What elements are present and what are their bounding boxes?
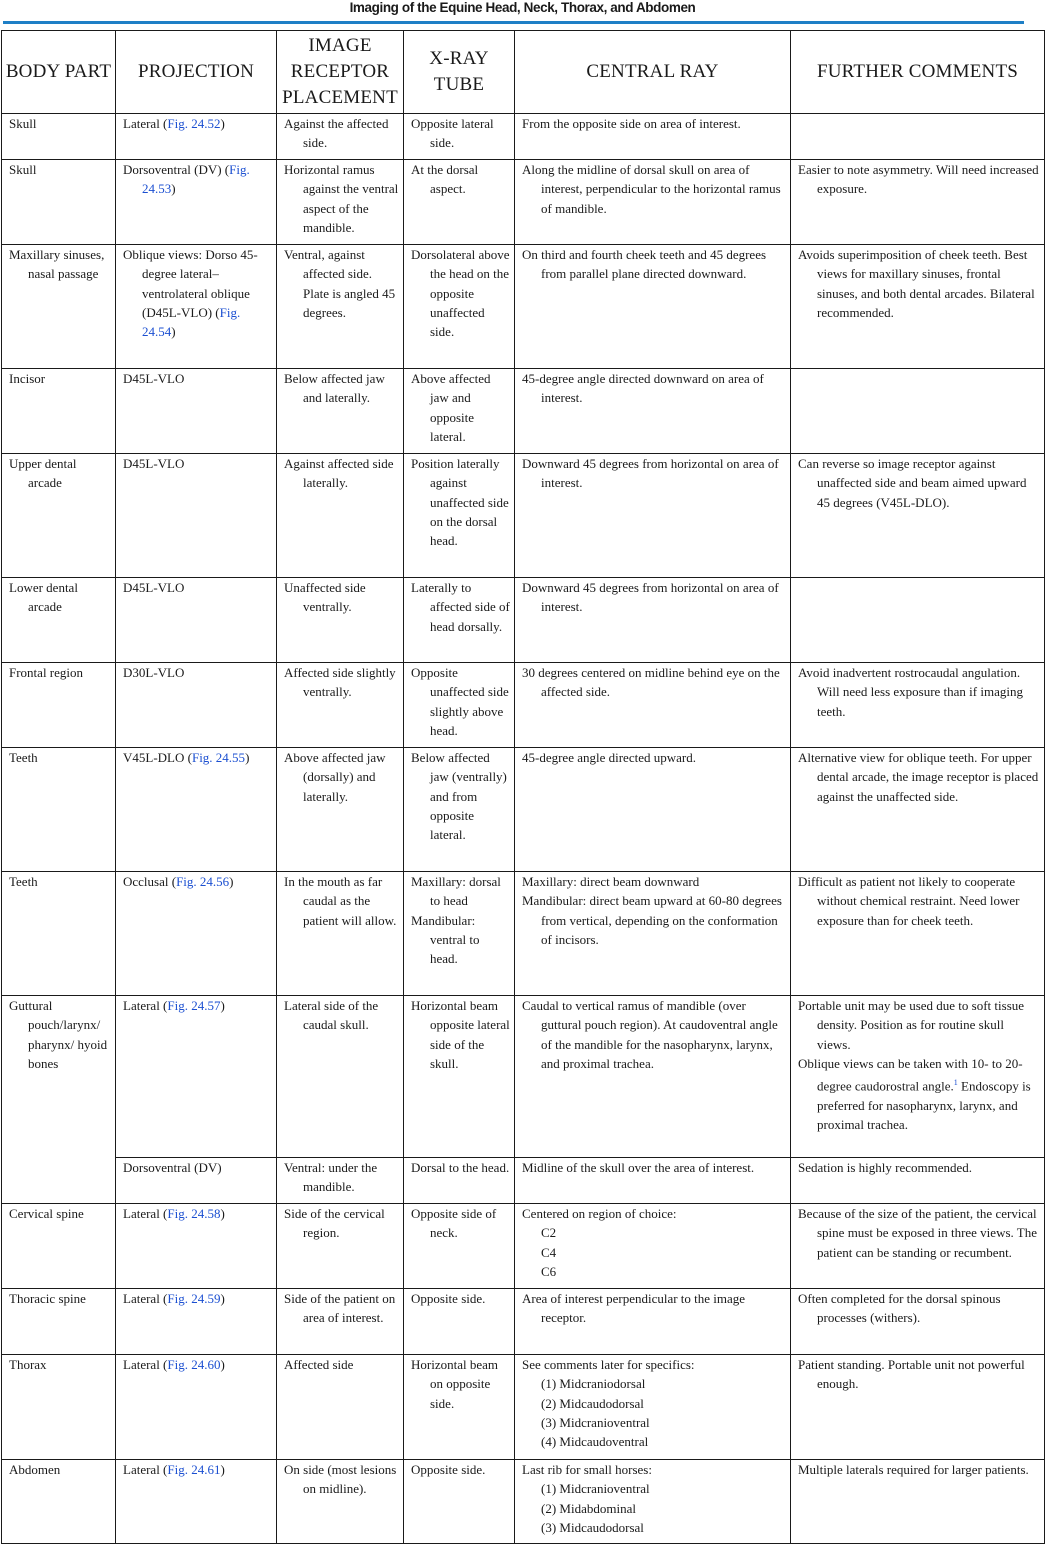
col-header-projection: PROJECTION	[116, 31, 277, 114]
cell-projection: Lateral (Fig. 24.57)	[123, 998, 225, 1013]
cell-tube: Dorsal to the head.	[411, 1160, 510, 1175]
cell-central-ray	[515, 1460, 791, 1544]
cell-projection: Lateral (Fig. 24.60)	[123, 1357, 225, 1372]
ray-item: (3) Midcaudodorsal	[541, 1519, 644, 1535]
cell-body-part: Upper dental arcade	[9, 456, 77, 491]
table-row	[2, 114, 1045, 160]
cell-central-ray: On third and fourth cheek teeth and 45 degrees from parallel plane directed downward.	[522, 247, 767, 282]
cell-receptor: Ventral: under the mandible.	[284, 1160, 378, 1195]
cell-tube: Opposite lateral side.	[411, 116, 494, 151]
ray-item: (2) Midcaudodorsal	[541, 1395, 644, 1411]
table-row	[2, 872, 1045, 996]
cell-projection: D45L-VLO	[123, 456, 185, 471]
comment-para: Portable unit may be used due to soft tissue density. Position as for routine skull views.	[798, 998, 1025, 1052]
table-row	[2, 1289, 1045, 1355]
cell-receptor: Above affected jaw (dorsally) and laterally.	[284, 750, 386, 804]
cell-tube: Opposite side of neck.	[411, 1206, 497, 1241]
cell-central-ray	[515, 1204, 791, 1289]
cell-receptor: Lateral side of the caudal skull.	[284, 998, 379, 1033]
cell-projection: Lateral (Fig. 24.61)	[123, 1462, 225, 1477]
cell-receptor: Side of the cervical region.	[284, 1206, 385, 1241]
cell-projection: Occlusal (Fig. 24.56)	[123, 874, 234, 889]
cell-body-part: Thorax	[9, 1357, 47, 1372]
cell-projection: D30L-VLO	[123, 665, 185, 680]
col-header-receptor: IMAGE RECEPTOR PLACEMENT	[277, 31, 404, 114]
table-row	[2, 1204, 1045, 1289]
cell-comments: Often completed for the dorsal spinous processes (withers).	[798, 1291, 1001, 1326]
cell-central-ray: Caudal to vertical ramus of mandible (over guttural pouch region). At caudoventral angle of the mandible for the nasopharynx, larynx, and proximal trachea.	[522, 998, 778, 1071]
figure-link[interactable]: Fig. 24.56	[176, 874, 230, 889]
cell-central-ray: Downward 45 degrees from horizontal on area of interest.	[522, 456, 779, 491]
ray-line: Centered on region of choice:	[522, 1206, 677, 1221]
cell-tube: Horizontal beam opposite lateral side of the skull.	[411, 998, 510, 1071]
figure-link[interactable]: Fig. 24.60	[167, 1357, 221, 1372]
cell-comments: Easier to note asymmetry. Will need increased exposure.	[798, 162, 1039, 197]
table-row	[2, 160, 1045, 245]
cell-comments: Avoid inadvertent rostrocaudal angulation. Will need less exposure than if imaging teeth.	[798, 665, 1023, 719]
cell-receptor: In the mouth as far caudal as the patient will allow.	[284, 874, 397, 928]
cell-tube: Horizontal beam on opposite side.	[411, 1357, 498, 1411]
table-row	[2, 1355, 1045, 1460]
cell-body-part: Incisor	[9, 371, 46, 386]
figure-link[interactable]: Fig. 24.54	[142, 304, 241, 340]
table-row	[2, 454, 1045, 578]
cell-body-part: Teeth	[9, 750, 38, 765]
cell-receptor: On side (most lesions on midline).	[284, 1462, 397, 1497]
footnote-ref[interactable]: 1	[953, 1078, 958, 1088]
tube-line: Mandibular: ventral to head.	[411, 912, 480, 967]
figure-link[interactable]: Fig. 24.58	[167, 1206, 221, 1221]
cell-projection: Lateral (Fig. 24.52)	[123, 116, 225, 131]
cell-central-ray	[515, 872, 791, 996]
cell-body-part: Maxillary sinuses, nasal passage	[9, 247, 105, 282]
cell-receptor: Below affected jaw and laterally.	[284, 371, 385, 406]
cell-projection: Oblique views: Dorso 45-degree lateral–ventrolateral oblique (D45L-VLO) (Fig. 24.54)	[123, 247, 258, 340]
ray-item: (1) Midcraniodorsal	[541, 1376, 646, 1392]
figure-link[interactable]: Fig. 24.53	[142, 162, 250, 197]
cell-tube: Opposite unaffected side slightly above head.	[411, 665, 509, 738]
comment-para: Oblique views can be taken with 10- to 20-degree caudorostral angle.$^1$ Endoscopy is preferred for nasopharynx, larynx, and proximal trachea.	[798, 1055, 1031, 1133]
ray-list	[515, 1479, 790, 1537]
cell-tube: At the dorsal aspect.	[411, 162, 479, 197]
ray-line: Last rib for small horses:	[522, 1462, 652, 1477]
cell-central-ray: 45-degree angle directed downward on area of interest.	[522, 371, 764, 406]
cell-tube: Opposite side.	[411, 1462, 486, 1477]
col-header-tube: X-RAY TUBE	[404, 31, 515, 114]
cell-receptor: Horizontal ramus against the ventral aspect of the mandible.	[284, 162, 399, 235]
header-rule	[3, 21, 1024, 24]
figure-link[interactable]: Fig. 24.57	[167, 998, 221, 1013]
ray-list	[515, 1374, 790, 1451]
cell-tube	[404, 872, 515, 996]
ray-item: C4	[541, 1244, 557, 1260]
ray-list	[515, 1223, 790, 1281]
ray-item: (4) Midcaudoventral	[541, 1434, 649, 1450]
col-header-central-ray: CENTRAL RAY	[515, 31, 791, 114]
figure-link[interactable]: Fig. 24.55	[191, 750, 246, 765]
cell-central-ray: Midline of the skull over the area of interest.	[522, 1160, 755, 1175]
cell-body-part: Frontal region	[9, 665, 84, 680]
cell-comments: Difficult as patient not likely to cooperate without chemical restraint. Need lower exposure than for cheek teeth.	[798, 874, 1020, 928]
cell-comments: Patient standing. Portable unit not powerful enough.	[798, 1357, 1025, 1392]
cell-central-ray: Area of interest perpendicular to the image receptor.	[522, 1291, 746, 1326]
cell-receptor: Against affected side laterally.	[284, 456, 394, 491]
table-row	[2, 1460, 1045, 1544]
cell-receptor: Against the affected side.	[284, 116, 389, 151]
table-header-row	[2, 31, 1045, 114]
cell-comments: Alternative view for oblique teeth. For upper dental arcade, the image receptor is placed against the unaffected side.	[798, 750, 1039, 804]
ray-item: C6	[541, 1263, 557, 1279]
cell-central-ray: 45-degree angle directed upward.	[522, 750, 696, 765]
cell-comments: Avoids superimposition of cheek teeth. Best views for maxillary sinuses, frontal sinuses, and both dental arcades. Bilateral recommended.	[798, 247, 1035, 320]
cell-central-ray: 30 degrees centered on midline behind eye on the affected side.	[522, 665, 780, 700]
cell-comments: Because of the size of the patient, the cervical spine must be exposed in three views. The patient can be standing or recumbent.	[798, 1206, 1037, 1260]
ray-item: (2) Midabdominal	[541, 1500, 636, 1516]
cell-body-part: Skull	[9, 116, 37, 131]
radiography-table	[1, 30, 1045, 1544]
cell-comments: Multiple laterals required for larger patients.	[798, 1462, 1029, 1477]
cell-comments	[791, 996, 1045, 1158]
ray-item: (1) Midcranioventral	[541, 1481, 650, 1497]
cell-receptor: Side of the patient on area of interest.	[284, 1291, 396, 1326]
ray-item: (3) Midcranioventral	[541, 1414, 650, 1430]
cell-tube: Position laterally against unaffected side on the dorsal head.	[411, 456, 509, 549]
cell-comments: Can reverse so image receptor against unaffected side and beam aimed upward 45 degrees (V45L-DLO).	[798, 456, 1027, 510]
cell-central-ray	[515, 1355, 791, 1460]
cell-body-part: Skull	[9, 162, 37, 177]
cell-receptor: Affected side slightly ventrally.	[284, 665, 396, 700]
cell-tube: Laterally to affected side of head dorsally.	[411, 580, 510, 634]
cell-central-ray: From the opposite side on area of interest.	[522, 116, 741, 131]
ray-line: See comments later for specifics:	[522, 1357, 695, 1372]
table-row	[2, 245, 1045, 369]
cell-projection: Dorsoventral (DV) (Fig. 24.53)	[123, 162, 250, 197]
ray-item: C2	[541, 1225, 557, 1241]
cell-projection: V45L-DLO (Fig. 24.55)	[123, 750, 250, 765]
cell-receptor: Affected side	[284, 1357, 354, 1372]
table-row	[2, 578, 1045, 663]
table-row	[2, 996, 1045, 1158]
table-row	[2, 663, 1045, 748]
cell-central-ray: Along the midline of dorsal skull on area of interest, perpendicular to the horizontal ramus of mandible.	[522, 162, 781, 216]
figure-link[interactable]: Fig. 24.59	[167, 1291, 221, 1306]
table-row	[2, 748, 1045, 872]
table-row	[2, 1158, 1045, 1204]
col-header-comments: FURTHER COMMENTS	[791, 31, 1045, 114]
figure-link[interactable]: Fig. 24.52	[167, 116, 221, 131]
cell-projection: Lateral (Fig. 24.58)	[123, 1206, 225, 1221]
ray-line: Mandibular: direct beam upward at 60-80 degrees from vertical, depending on the conformation of incisors.	[522, 893, 782, 947]
cell-projection: D45L-VLO	[123, 580, 185, 595]
cell-comments: Sedation is highly recommended.	[798, 1160, 973, 1175]
cell-tube: Above affected jaw and opposite lateral.	[411, 371, 491, 444]
cell-tube: Below affected jaw (ventrally) and from opposite lateral.	[411, 750, 507, 843]
cell-projection: Lateral (Fig. 24.59)	[123, 1291, 225, 1306]
ray-line: Maxillary: direct beam downward	[522, 874, 700, 889]
cell-tube: Dorsolateral above the head on the opposite unaffected side.	[411, 247, 510, 340]
cell-receptor: Ventral, against affected side. Plate is angled 45 degrees.	[284, 247, 396, 320]
cell-body-part: Lower dental arcade	[9, 580, 78, 615]
cell-body-part: Cervical spine	[9, 1206, 84, 1221]
cell-receptor: Unaffected side ventrally.	[284, 580, 366, 615]
cell-tube: Opposite side.	[411, 1291, 486, 1306]
cell-central-ray: Downward 45 degrees from horizontal on area of interest.	[522, 580, 779, 615]
cell-projection: Dorsoventral (DV)	[123, 1160, 222, 1175]
cell-body-part: Teeth	[9, 874, 38, 889]
table-row	[2, 369, 1045, 454]
tube-line: Maxillary: dorsal to head	[411, 874, 501, 909]
cell-body-part: Abdomen	[9, 1462, 61, 1477]
col-header-body-part: BODY PART	[2, 31, 116, 114]
figure-link[interactable]: Fig. 24.61	[167, 1462, 221, 1477]
cell-projection: D45L-VLO	[123, 371, 185, 386]
cell-body-part: Guttural pouch/larynx/ pharynx/ hyoid bones	[9, 998, 108, 1071]
cell-body-part: Thoracic spine	[9, 1291, 86, 1306]
page-header: Imaging of the Equine Head, Neck, Thorax, and Abdomen	[349, 0, 696, 15]
